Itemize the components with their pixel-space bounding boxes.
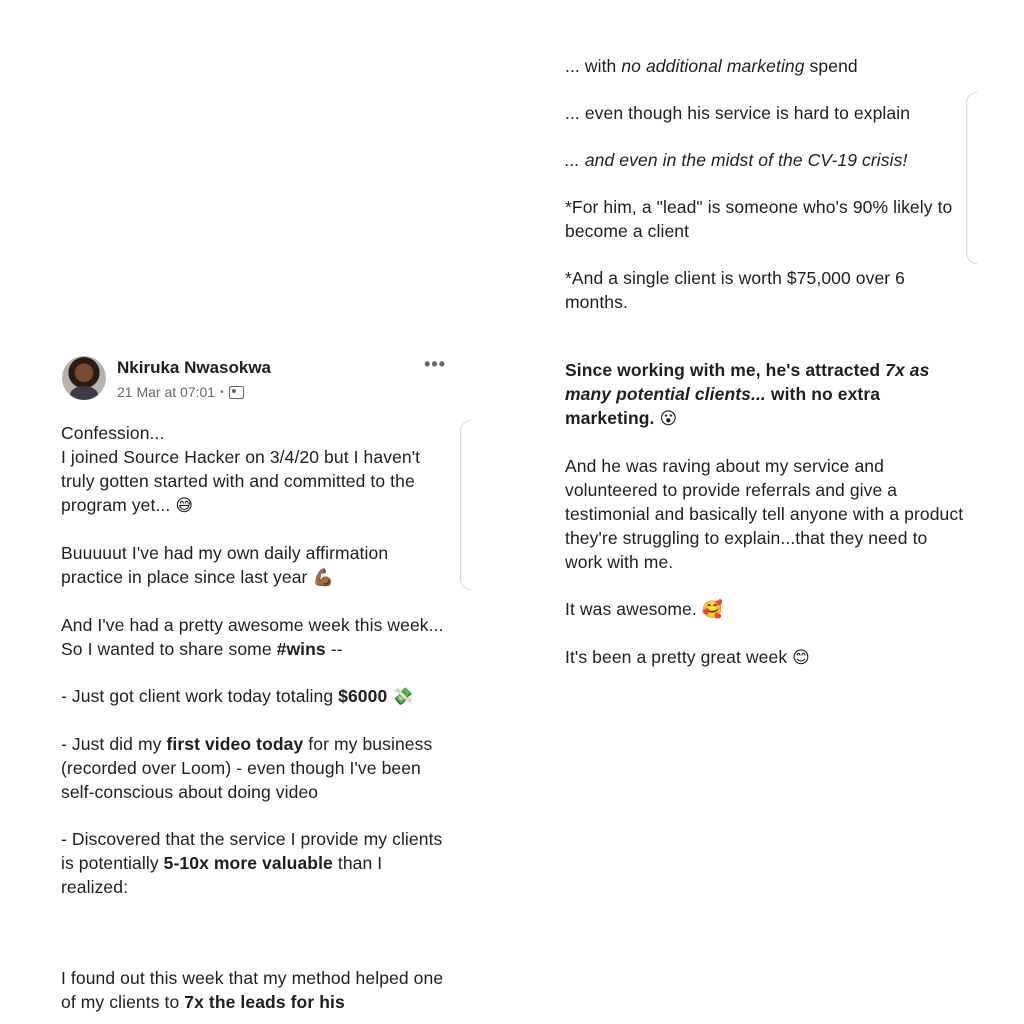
more-options-icon[interactable]: •••	[424, 354, 446, 374]
scroll-indicator-right	[966, 92, 977, 264]
grinning-sweat-icon: 😅	[175, 496, 194, 516]
paragraph-lead-definition: *For him, a "lead" is someone who's 90% likely to become a client	[565, 197, 953, 241]
paragraph-great-week: It's been a pretty great week 😊	[565, 647, 810, 668]
group-audience-icon	[229, 386, 244, 399]
surprised-face-icon: 😮	[659, 409, 678, 429]
smiling-hearts-face-icon: 🥰	[701, 600, 724, 620]
post-continuation	[565, 54, 965, 670]
author-name[interactable]: Nkiruka Nwasokwa	[117, 358, 272, 377]
paragraph-week2: So I wanted to share some #wins --	[61, 639, 343, 659]
paragraph-client-worth: *And a single client is worth $75,000 over 6 months.	[565, 268, 906, 312]
paragraph-joined: I joined Source Hacker on 3/4/20 but I haven't truly gotten started with and committed to the program yet... 😅	[61, 447, 421, 516]
post-body	[61, 421, 453, 1014]
smiling-face-icon: 😊	[792, 648, 810, 668]
paragraph-win3: - Discovered that the service I provide my clients is potentially 5-10x more valuable than I realized:	[61, 829, 443, 897]
paragraph-win1: - Just got client work today totaling $6000 💸	[61, 686, 414, 707]
post-header	[60, 354, 450, 406]
paragraph-cv19: ... and even in the midst of the CV-19 crisis!	[565, 150, 908, 170]
meta-separator: •	[220, 386, 224, 398]
paragraph-hard-to-explain: ... even though his service is hard to explain	[565, 103, 911, 123]
post-meta	[117, 384, 244, 400]
paragraph-found: I found out this week that my method helped one of my clients to 7x the leads for his	[61, 968, 444, 1012]
money-wings-icon: 💸	[392, 687, 414, 707]
post-timestamp[interactable]: 21 Mar at 07:01	[117, 384, 216, 400]
flexed-biceps-icon: 💪🏾	[312, 568, 334, 588]
paragraph-affirmation: Buuuuut I've had my own daily affirmation practice in place since last year 💪🏾	[61, 543, 389, 588]
paragraph-week1: And I've had a pretty awesome week this week...	[61, 615, 444, 635]
paragraph-highlight: Since working with me, he's attracted 7x as many potential clients... with no extra marketing. 😮	[565, 360, 930, 429]
paragraph-raving: And he was raving about my service and volunteered to provide referrals and give a testimonial and basically tell anyone with a product they're struggling to explain...that they need to work with me.	[565, 456, 964, 572]
author-avatar[interactable]	[62, 356, 106, 400]
paragraph-confession: Confession...	[61, 423, 165, 443]
paragraph-win2: - Just did my first video today for my business (recorded over Loom) - even though I've been self-conscious about doing video	[61, 734, 433, 802]
paragraph-awesome: It was awesome. 🥰	[565, 599, 724, 620]
scroll-indicator-left	[460, 420, 471, 590]
paragraph-no-marketing: ... with no additional marketing spend	[565, 56, 858, 76]
